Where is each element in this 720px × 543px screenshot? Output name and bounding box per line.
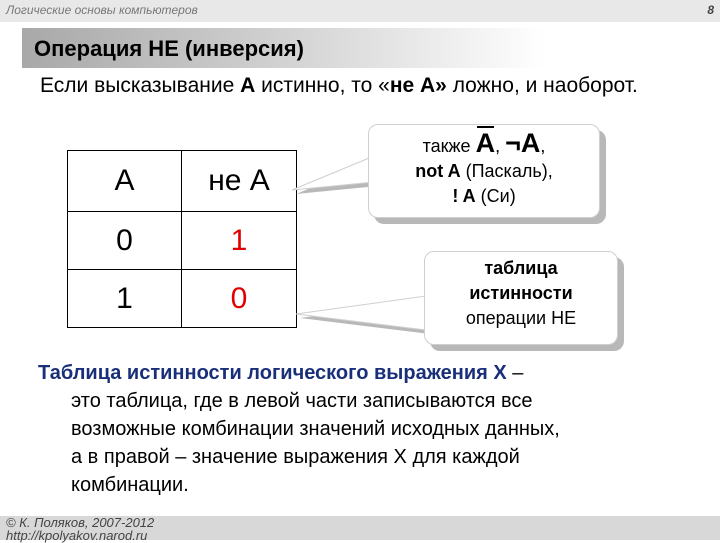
slide-header <box>0 0 720 22</box>
definition-line: комбинации. <box>71 474 189 496</box>
notation-symbols: также А, ¬А, <box>422 128 546 158</box>
callout-line: истинности <box>469 283 573 303</box>
page-number: 8 <box>707 3 714 17</box>
table-header-row <box>68 151 297 212</box>
callout-tail-notation <box>290 150 380 210</box>
definition-line: это таблица, где в левой части записываются все <box>71 390 533 412</box>
c-notation: ! A (Си) <box>452 186 516 206</box>
table-cell: 1 <box>182 212 297 270</box>
copyright-text: © К. Поляков, 2007-2012 <box>6 515 155 530</box>
table-cell: 0 <box>68 212 182 270</box>
truth-table-callout <box>424 251 618 345</box>
intro-not-a: не А» <box>389 74 447 97</box>
callout-line: операции НЕ <box>465 308 577 328</box>
author-url[interactable]: http://kpolyakov.narod.ru <box>6 528 148 543</box>
notation-callout <box>368 124 600 218</box>
header-cell-a: А <box>68 151 182 212</box>
course-title: Логические основы компьютеров <box>6 3 198 17</box>
title-bar <box>22 28 720 68</box>
definition-text: Таблица истинности логического выражения X – это таблица, где в левой части записываются все возможные комбинации значений исходных данных, а в правой – значение выражения X для каждой комбинации. <box>38 359 698 499</box>
slide-title: Операция НЕ (инверсия) <box>34 36 304 61</box>
table-row <box>68 212 297 270</box>
header-cell-not-a: не А <box>182 151 297 212</box>
definition-line: а в правой – значение выражения X для каждой <box>71 446 520 468</box>
truth-table <box>67 150 297 328</box>
intro-var-a: А <box>240 74 256 97</box>
intro-text: Если высказывание А истинно, то «не А» ложно, и наоборот. <box>40 74 638 97</box>
negation-a-symbol: ¬А <box>505 128 541 158</box>
definition-line: возможные комбинации значений исходных данных, <box>71 418 560 440</box>
callout-line: таблица <box>484 258 558 278</box>
overline-a-symbol: А <box>475 128 496 158</box>
slide-footer <box>0 515 720 543</box>
callout-tail-table <box>290 288 430 348</box>
table-row <box>68 270 297 328</box>
pascal-notation: not A (Паскаль), <box>415 161 553 181</box>
definition-term: Таблица истинности логического выражения X <box>38 362 507 384</box>
table-cell: 1 <box>68 270 182 328</box>
table-cell: 0 <box>182 270 297 328</box>
